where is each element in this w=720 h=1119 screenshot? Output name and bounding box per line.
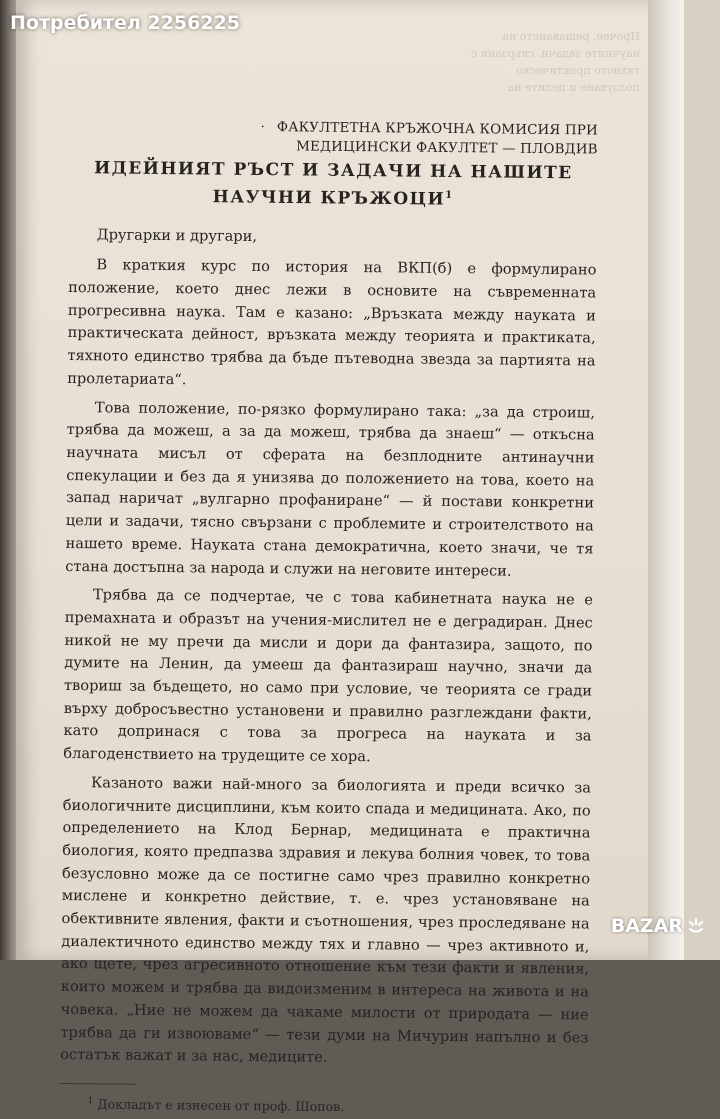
header-line-2: МЕДИЦИНСКИ ФАКУЛТЕТ — ПЛОВДИВ	[296, 139, 598, 158]
footnote: $^1$ Докладът е изнесен от проф. Шопов.	[87, 1096, 345, 1115]
article-title: ИДЕЙНИЯТ РЪСТ И ЗАДАЧИ НА НАШИТЕ НАУЧНИ КРЪЖОЦИ$^1$	[94, 158, 573, 210]
paragraph-1: В краткия курс по история на ВКП(б) е формулирано положение, което днес лежи в основите на съвременната прогресивна наука. Там е казано: „Връзката между науката и практическата дейност, връзката между теорията и практиката, тяхното единство трябва да бъде пътеводна звезда за партията на пролетариата“.	[67, 256, 597, 389]
paragraph-4: Казаното важи най-много за биологията и преди всичко за биологичните дисциплини, към които спада и медицината. Ако, по определението на Клод Бернар, медицината е практична биология, която предпазва здравия и лекува болния човек, то това безусловно може да се постигне само чрез правилно конкретно мислене и конкретно действие, т. е. чрез установяване на обективните явления, факти и съотношения, чрез проследяване на диалектичното единство между тях и главно — чрез активното и, ако щете, чрез агресивното отношение към тези факти и явления, които можем и трябва да видоизменим в интереса на живота и на човека. „Ние не можем да чакаме милости от природата — ние трябва да ги извоюваме“ — тези думи на Мичурин напълно и без остатък важат и за нас, медиците.	[60, 774, 592, 1067]
bazar-logo	[602, 912, 706, 940]
header-line-1: · ФАКУЛТЕТНА КРЪЖОЧНА КОМИСИЯ ПРИ	[260, 119, 598, 139]
footnote-divider	[60, 1083, 136, 1085]
user-watermark: Потребител 2256225	[10, 12, 241, 34]
page-text-block	[60, 116, 598, 1119]
bazar-logo-text: BAZAR	[610, 915, 683, 937]
bazar-spark-icon	[686, 916, 706, 936]
page-header	[70, 116, 598, 160]
greeting: Другарки и другари,	[96, 225, 258, 245]
reverse-side-bleed-text: Прочее, решаването на научните задачи, свързани с тяхното практическо ползуване и целите на	[470, 30, 640, 94]
paragraph-3: Трябва да се подчертае, че с това кабинетната наука не е премахната и образът на учения-мислител не е деградиран. Днес никой не му пречи да мисли и дори да фантазира, защото, по думите на Ленин, да умееш да фантазираш научно, значи да твориш за бъдещето, но само при условие, че теорията се гради върху добросъвестно установени и правилно разглеждани факти, като допринася с това за прогреса на науката и за благоденствието на трудещите се хора.	[63, 586, 594, 766]
paragraph-2: Това положение, по-рязко формулирано така: „за да строиш, трябва да можеш, а за да можеш, трябва да знаеш“ — откъсна научната мисъл от сферата на безплодните антинаучни спекулации и без да я унизява до положението на това, което на запад наричат „вулгарно профаниране“ — й постави конкретни цели и задачи, тясно свързани с проблемите и строителството на нашето време. Науката стана демократична, което значи, че тя стана достъпна за народа и служи на неговите интереси.	[65, 398, 596, 580]
title-footnote-marker: 1	[445, 189, 454, 202]
footnote-marker: 1	[87, 1096, 94, 1107]
page-right-edge	[648, 0, 684, 960]
